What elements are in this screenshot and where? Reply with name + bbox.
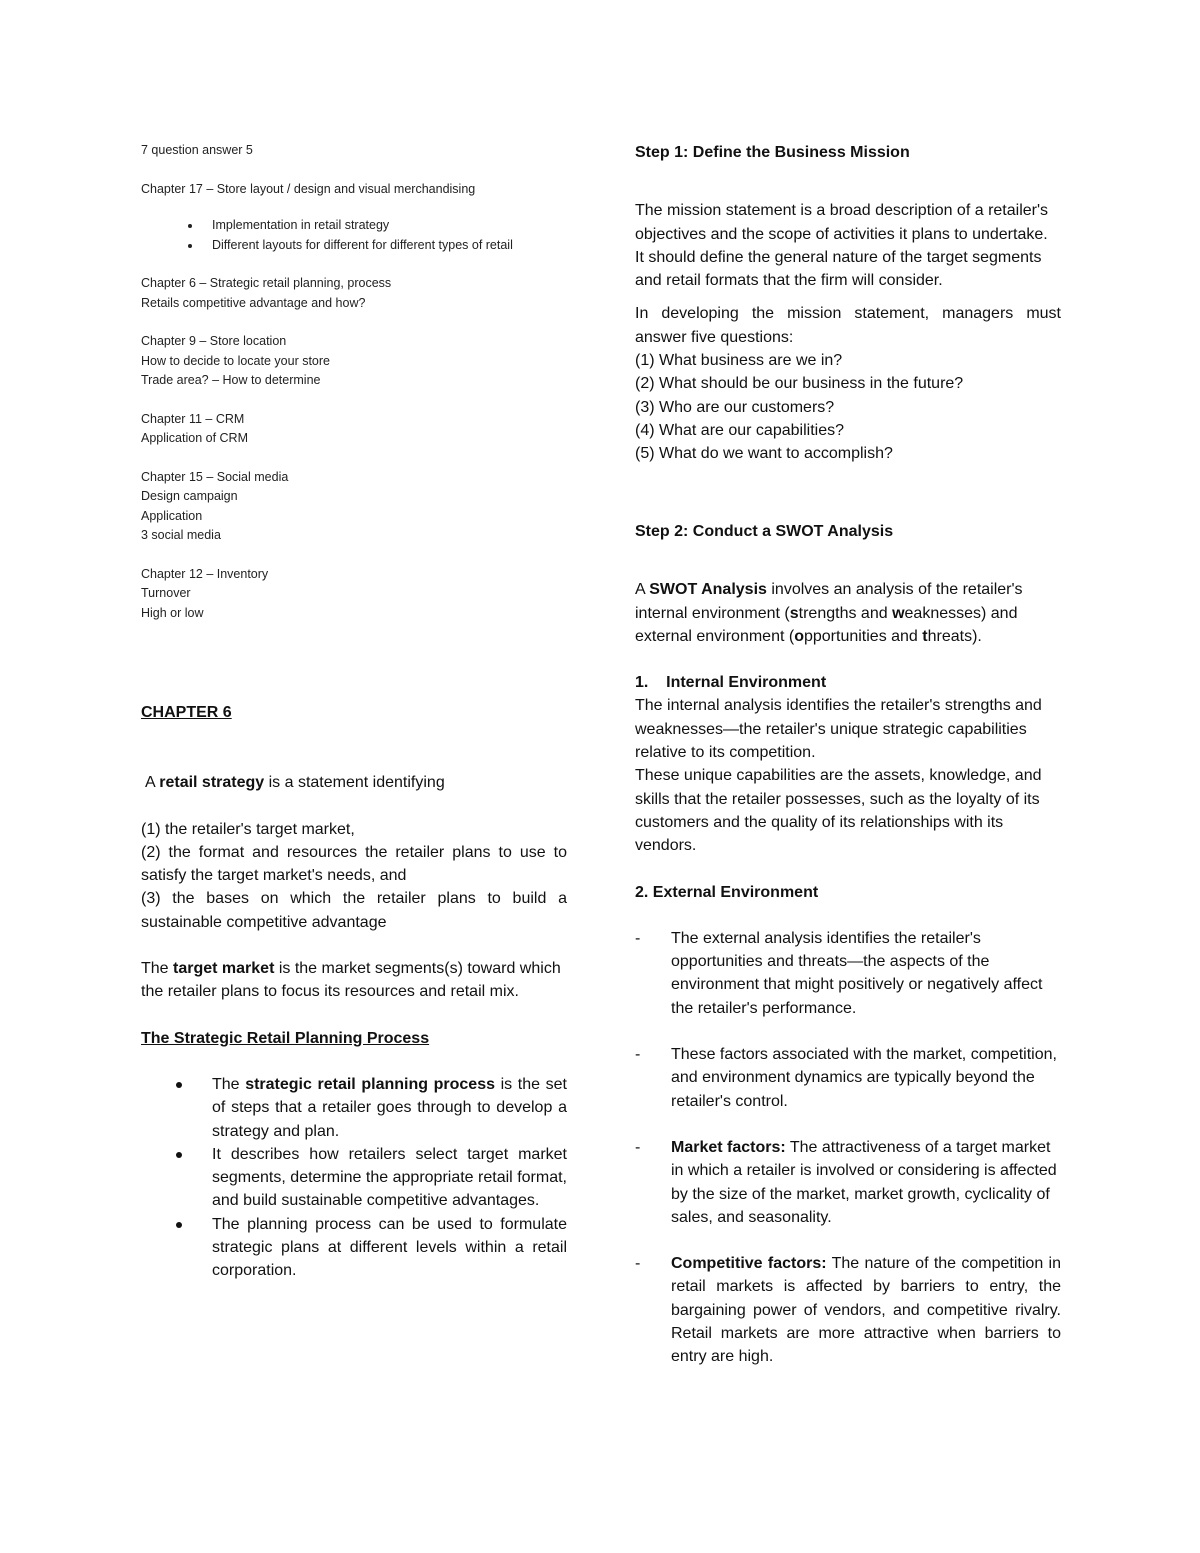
- ch9-title: Chapter 9 – Store location: [141, 334, 287, 348]
- swot-definition: A SWOT Analysis involves an analysis of the retailer's internal environment (strengths and weaknesses) and external environment (opportunities and threats).: [635, 581, 1023, 645]
- list-item: - These factors associated with the market, competition, and environment dynamics are typically beyond the retailer's control.: [635, 1043, 1061, 1113]
- ch11-title: Chapter 11 – CRM: [141, 411, 245, 426]
- ch9-line3: Trade area? – How to determine: [141, 373, 321, 387]
- step2-section: [635, 520, 1061, 1369]
- step1-heading: Step 1: Define the Business Mission: [635, 144, 910, 161]
- ch17-bullets: [141, 216, 567, 255]
- external-factors-list: [635, 927, 1061, 1369]
- ch12-title: Chapter 12 – Inventory: [141, 566, 269, 581]
- list-item: The planning process can be used to formulate strategic plans at different levels within a retail corporation.: [141, 1213, 567, 1283]
- ch9-line2: How to decide to locate your store: [141, 353, 330, 368]
- external-environment-heading: 2. External Environment: [635, 883, 819, 901]
- chapter6-section: [141, 701, 567, 1283]
- ch12-line2: Turnover: [141, 586, 191, 600]
- list-item: It describes how retailers select target market segments, determine the appropriate retail format, and build sustainable competitive advantages.: [141, 1143, 567, 1213]
- notes-line1: 7 question answer 5: [141, 143, 253, 157]
- list-item: Implementation in retail strategy: [212, 216, 567, 236]
- chapter6-heading: CHAPTER 6: [141, 704, 232, 721]
- ch11-line2: Application of CRM: [141, 431, 248, 445]
- question-1: (1) What business are we in?: [635, 352, 843, 370]
- question-5: (5) What do we want to accomplish?: [635, 445, 893, 463]
- retail-strategy-definition: A retail strategy is a statement identifying: [145, 774, 445, 792]
- internal-paragraph-2: These unique capabilities are the assets, knowledge, and skills that the retailer possesses, such as the loyalty of its customers and the quality of its relationships with its vendors.: [635, 767, 1042, 855]
- strategy-item-1: (1) the retailer's target market,: [141, 820, 355, 838]
- list-item: Different layouts for different for different types of retail: [212, 236, 542, 256]
- ch15-line4: 3 social media: [141, 528, 221, 542]
- chapter-notes: [141, 141, 567, 623]
- mission-questions-intro: In developing the mission statement, managers must answer five questions:: [635, 305, 1061, 346]
- mission-paragraph: The mission statement is a broad description of a retailer's objectives and the scope of activities it plans to undertake. It should define the general nature of the target segments and retail formats that the firm will consider.: [635, 202, 1049, 290]
- process-bullets: [141, 1073, 567, 1283]
- ch6-title: Chapter 6 – Strategic retail planning, process: [141, 276, 392, 290]
- step1-section: [635, 141, 1061, 466]
- list-item: - Market factors: The attractiveness of a target market in which a retailer is involved or considering is affected by the size of the market, market growth, cyclicality of sales, and seasonality.: [635, 1136, 1061, 1229]
- internal-environment-heading: 1. Internal Environment: [635, 674, 827, 692]
- strategy-item-3: (3) the bases on which the retailer plans to build a sustainable competitive advantage: [141, 890, 567, 931]
- question-4: (4) What are our capabilities?: [635, 421, 844, 439]
- process-heading: The Strategic Retail Planning Process: [141, 1029, 430, 1047]
- question-2: (2) What should be our business in the future?: [635, 375, 964, 393]
- internal-paragraph-1: The internal analysis identifies the retailer's strengths and weaknesses—the retailer's unique strategic capabilities relative to its competition.: [635, 697, 1042, 762]
- target-market-definition: The target market is the market segments(s) toward which the retailer plans to focus its resources and retail mix.: [141, 960, 561, 1001]
- ch6-line2: Retails competitive advantage and how?: [141, 295, 366, 310]
- ch15-title: Chapter 15 – Social media: [141, 469, 289, 484]
- ch15-line2: Design campaign: [141, 489, 238, 503]
- ch12-line3: High or low: [141, 605, 204, 620]
- list-item: - The external analysis identifies the retailer's opportunities and threats—the aspects of the environment that might positively or negatively affect the retailer's performance.: [635, 927, 1061, 1020]
- step2-heading: Step 2: Conduct a SWOT Analysis: [635, 523, 894, 540]
- list-item: The strategic retail planning process is the set of steps that a retailer goes through to develop a strategy and plan.: [141, 1073, 567, 1143]
- list-item: - Competitive factors: The nature of the competition in retail markets is affected by barriers to entry, the bargaining power of vendors, and competitive rivalry. Retail markets are more attractive when barriers to entry are high.: [635, 1252, 1061, 1368]
- strategy-item-2: (2) the format and resources the retailer plans to use to satisfy the target market's needs, and: [141, 843, 567, 885]
- question-3: (3) Who are our customers?: [635, 398, 835, 416]
- ch15-line3: Application: [141, 508, 203, 523]
- ch17-title: Chapter 17 – Store layout / design and visual merchandising: [141, 181, 476, 196]
